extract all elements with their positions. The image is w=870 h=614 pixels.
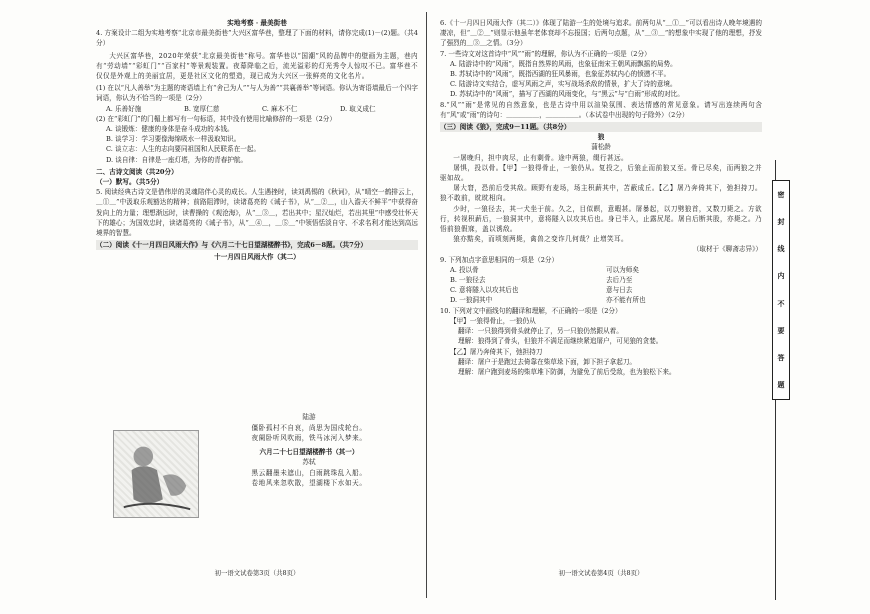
q10-translation-a: 翻译：一只狼得到骨头就停止了，另一只狼仍然跟从着。 (458, 327, 623, 336)
option: C. 陆游诗文实结合，虚写风雨之声，实写战场杀敌的情景，扩大了诗的意境。 (450, 80, 677, 89)
q10-understanding-a: 理解：狼得到了骨头，但狼并不满足而继续紧追屠户，可见狼的贪婪。 (458, 337, 663, 346)
binding-notice (772, 180, 790, 400)
poem1-author: 陆游 (302, 413, 316, 421)
option: A. 陆游诗中的“风雨”，既指自然界的风雨，也象征南宋王朝风雨飘摇的局势。 (450, 59, 677, 68)
q7: 7. 一些诗文对这首诗中“风”“雨”的理解，你认为不正确的一项是（2分） (440, 49, 651, 58)
section2-title: 二、古诗文阅读（共20分） (96, 167, 178, 176)
q10-sentence-b: 【乙】屠乃奔倚其下，弛担持刀 (450, 347, 543, 356)
section3-title: （三）阅读《狼》，完成9－11题。（共8分） (440, 122, 762, 132)
binding-char: 答 (777, 353, 785, 363)
section2-sub2: （二）阅读《十一月四日风雨大作》与《六月二十七日望湖楼醉书》，完成6－8题。（共7分） (96, 240, 418, 250)
q7-options (450, 59, 762, 100)
q4-intro: 4. 方案设计二组为实地考察“北京市最美街巷”大兴区富华巷，整理了下面的材料，请你完成(1)－(2)题。（共4分） (96, 29, 418, 48)
poem1-line: 僵卧孤村不自哀，尚思为国戍轮台。 (251, 423, 367, 432)
option: A. 乐善好施 (106, 104, 142, 113)
section-header: 实地考察 · 最美街巷 (227, 19, 287, 27)
wolf-author: 蒲松龄 (591, 143, 611, 152)
option: C. 谈立志：人生的志向要同祖国和人民联系在一起。 (106, 145, 261, 154)
option: A. 谈锻炼：健康的身体是奋斗成功的本钱。 (106, 125, 234, 134)
q4-1-options (106, 104, 418, 114)
right-page (440, 18, 762, 578)
q10-understanding-b: 理解：屠户跑到麦场的柴草堆下防御，为避免了前后受敌，也为狼松下来。 (458, 367, 676, 376)
binding-char: 不 (777, 298, 785, 308)
option-right: 意与日去 (606, 286, 633, 295)
option: D. 苏轼诗中的“风雨”，描写了西湖的风雨变化，与“黑云”与“白雨”形成的对比。 (450, 90, 684, 99)
left-footer: 初一语文试卷第3页（共8页） (214, 568, 300, 577)
wolf-title: 狼 (597, 133, 605, 142)
poem2-line: 黑云翻墨未遮山，白雨跳珠乱入船。 (251, 468, 367, 477)
option-left: A. 投以骨 (450, 265, 479, 274)
option: B. 宽厚仁慈 (184, 104, 220, 113)
option-right: 去后乃至 (606, 276, 633, 285)
poem2-author: 苏轼 (302, 458, 316, 466)
wolf-paragraph: 屠惧，投以骨。【甲】一狼得骨止，一狼仍从。复投之，后狼止而前狼又至。骨已尽矣，而两狼之并驱如故。 (440, 163, 762, 183)
option: B. 谈学习：学习要像海绵吸水一样汲取知识。 (106, 135, 241, 144)
binding-char: 线 (777, 244, 785, 254)
ink-illustration-icon (114, 431, 198, 517)
q4-1-question: (1) 在以“凡人善举”为主题的寄语墙上有“舍己为人”“与人为善”“共襄善举”等词语。你认为寄语墙最后一个四字词语，你认为不恰当的一项是（2分） (96, 84, 418, 103)
ink-illustration (113, 430, 199, 518)
poem2-line: 卷地风来忽吹散，望湖楼下水如天。 (251, 479, 367, 487)
poem1-title: 十一月四日风雨大作（其二） (214, 253, 300, 262)
poems-block (200, 412, 418, 489)
right-footer: 初一语文试卷第4页（共8页） (558, 568, 644, 577)
q4-passage: 大兴区富华巷，2020年荣获“北京最美街巷”称号。富华巷以“国潮”风的品牌中的壁画为主题，巷内有“劳动墙”“彩虹门”“百家村”等景观装置。夜幕降临之后，流光溢彩的灯光秀令人惊叹不已。富华巷不仅仅是外观上的美丽宜居，更是社区文化的塑造，现已成为大兴区一张鲜亮的文化名片。 (96, 51, 418, 81)
option-left: D. 一狼洞其中 (450, 296, 493, 305)
option-left: C. 意将隧入以攻其后也 (450, 286, 519, 295)
poem1-line: 夜阑卧听风吹雨，铁马冰河入梦来。 (251, 434, 367, 442)
wolf-paragraph: 屠大窘，恐前后受其敌。顾野有麦场，场主积薪其中，苫蔽成丘。【乙】屠乃奔倚其下，弛担持刀。狼不敢前，眈眈相向。 (440, 184, 762, 203)
q10: 10. 下列对文中画线句的翻译和理解，不正确的一项是（2分） (440, 306, 622, 315)
q8: 8.“风”“雨”是常见的自然意象，也是古诗中用以渲染氛围、表达情感的常见意象。请写出连续两句含有“风”或“雨”的诗句：＿＿＿＿＿，＿＿＿＿＿。（本试卷中出现的句子除外）（2分） (440, 100, 762, 119)
binding-char: 内 (777, 271, 785, 281)
q10-translation-b: 翻译：屠户于是跑过去倚靠在柴草垛下面，卸下担子拿起刀。 (458, 357, 637, 366)
option: D. 谈自律：自律是一座灯塔，为你的青春护航。 (106, 155, 248, 164)
poem2-title: 六月二十七日望湖楼醉书（其一） (259, 447, 359, 456)
option: B. 苏轼诗中的“风雨”，既指西湖的狂风暴雨，也象征苏轼内心的愤懑不平。 (450, 70, 671, 79)
option-left: B. 一狼径去 (450, 276, 486, 285)
q10-sentence-a: 【甲】一狼得骨止，一狼仍从 (450, 316, 536, 325)
binding-char: 题 (777, 380, 785, 390)
q9-options (450, 265, 762, 306)
option: C. 麻木不仁 (262, 104, 298, 113)
binding-char: 密 (777, 189, 785, 199)
q9: 9. 下列加点字意思相同的一项是（2分） (440, 255, 559, 264)
q4-2-question: (2) 在“彩虹门”的门楣上都写有一句标语，其中没有使用比喻修辞的一项是（2分） (96, 114, 336, 123)
option-right: 亦不能有所也 (606, 296, 646, 305)
wolf-paragraph: 一屠晚归，担中肉尽，止有剩骨。途中两狼，缀行甚远。 (453, 153, 629, 162)
option: D. 取义成仁 (340, 104, 376, 113)
binding-char: 要 (777, 325, 785, 335)
q10-items (450, 316, 762, 377)
binding-char: 封 (777, 216, 785, 226)
q4-2-options (106, 124, 418, 165)
wolf-paragraph: 少时，一狼径去，其一犬坐于前。久之，目似瞑，意暇甚。屠暴起，以刀劈狼首，又数刀毙之。方欲行，转视积薪后，一狼洞其中，意将隧入以攻其后也。身已半入，止露尻尾。屠自后断其股，亦毙之。乃悟前狼假寐，盖以诱敌。 (440, 204, 762, 234)
option-right: 可以为师矣 (606, 265, 639, 274)
wolf-paragraph: 狼亦黠矣，而顷刻两毙，禽兽之变诈几何哉？止增笑耳。 (453, 235, 629, 244)
page-divider (426, 12, 427, 598)
q5: 5. 阅读经典古诗文是借伟岸的灵魂陪伴心灵的成长。人生遇挫时，读刘禹锡的《秋词》，从“晴空一鹤排云上，＿①＿”中汲取乐观豁达的精神；前路阻滞时，读诸葛亮的《诫子书》，从“＿②＿，山入澹天不鲜平”中获得奋发向上的力量；理想渐远时，读曹操的《观沧海》，从“＿③＿，若出其中；星汉灿烂，若出其里”中感受壮怀天下的雄心；为国效忠时，读诸葛亮的《诫子书》，从“＿④＿，＿⑤＿”中领悟恬淡自守、不求名利才能达到高远境界的智慧。 (96, 188, 418, 238)
section2-sub1: （一）默写。（共5分） (96, 178, 164, 187)
wolf-source: （取材于《聊斋志异》） (692, 245, 762, 254)
q6: 6.《十一月四日风雨大作（其二）》体现了陆游一生的处境与追求。前两句从“＿①＿”可以看出诗人晚年境遇的凄凉，但“＿②＿”则显示他虽年老体衰却不忘报国；后两句点题，从“＿③＿”的想象中实现了他的理想，抒发了强烈的＿③＿之情。（3分） (440, 19, 762, 48)
